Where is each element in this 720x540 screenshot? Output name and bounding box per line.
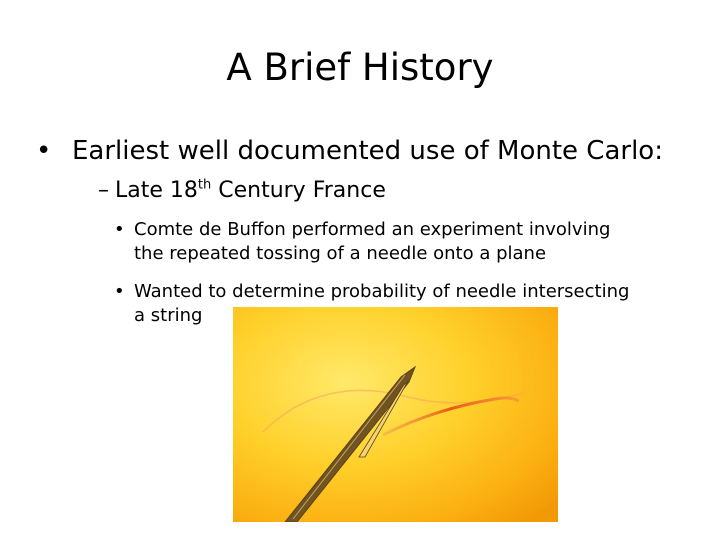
bullet-level2-text-before: Late 18 — [115, 178, 198, 203]
photo-background — [233, 307, 558, 522]
needle-and-thread-photo — [233, 307, 558, 522]
bullet-level3-item — [114, 218, 694, 266]
bullet-marker: • — [114, 281, 125, 302]
bullet-level1 — [36, 134, 706, 168]
bullet-level2-superscript: th — [197, 177, 212, 193]
bullet-level3-line: the repeated tossing of a needle onto a plane — [134, 243, 547, 264]
bullet-level3-line: a string — [134, 305, 203, 326]
bullet-marker: • — [36, 136, 52, 166]
bullet-level3-line: Wanted to determine probability of needle intersecting — [134, 281, 630, 302]
bullet-level2 — [98, 176, 698, 206]
bullet-level3-line: Comte de Buffon performed an experiment involving — [134, 219, 611, 240]
bullet-level1-text: Earliest well documented use of Monte Carlo: — [72, 136, 663, 166]
bullet-marker: • — [114, 219, 125, 240]
dash-marker: – — [98, 178, 109, 203]
bullet-level2-text-after: Century France — [211, 178, 386, 203]
slide-title: A Brief History — [226, 46, 494, 89]
